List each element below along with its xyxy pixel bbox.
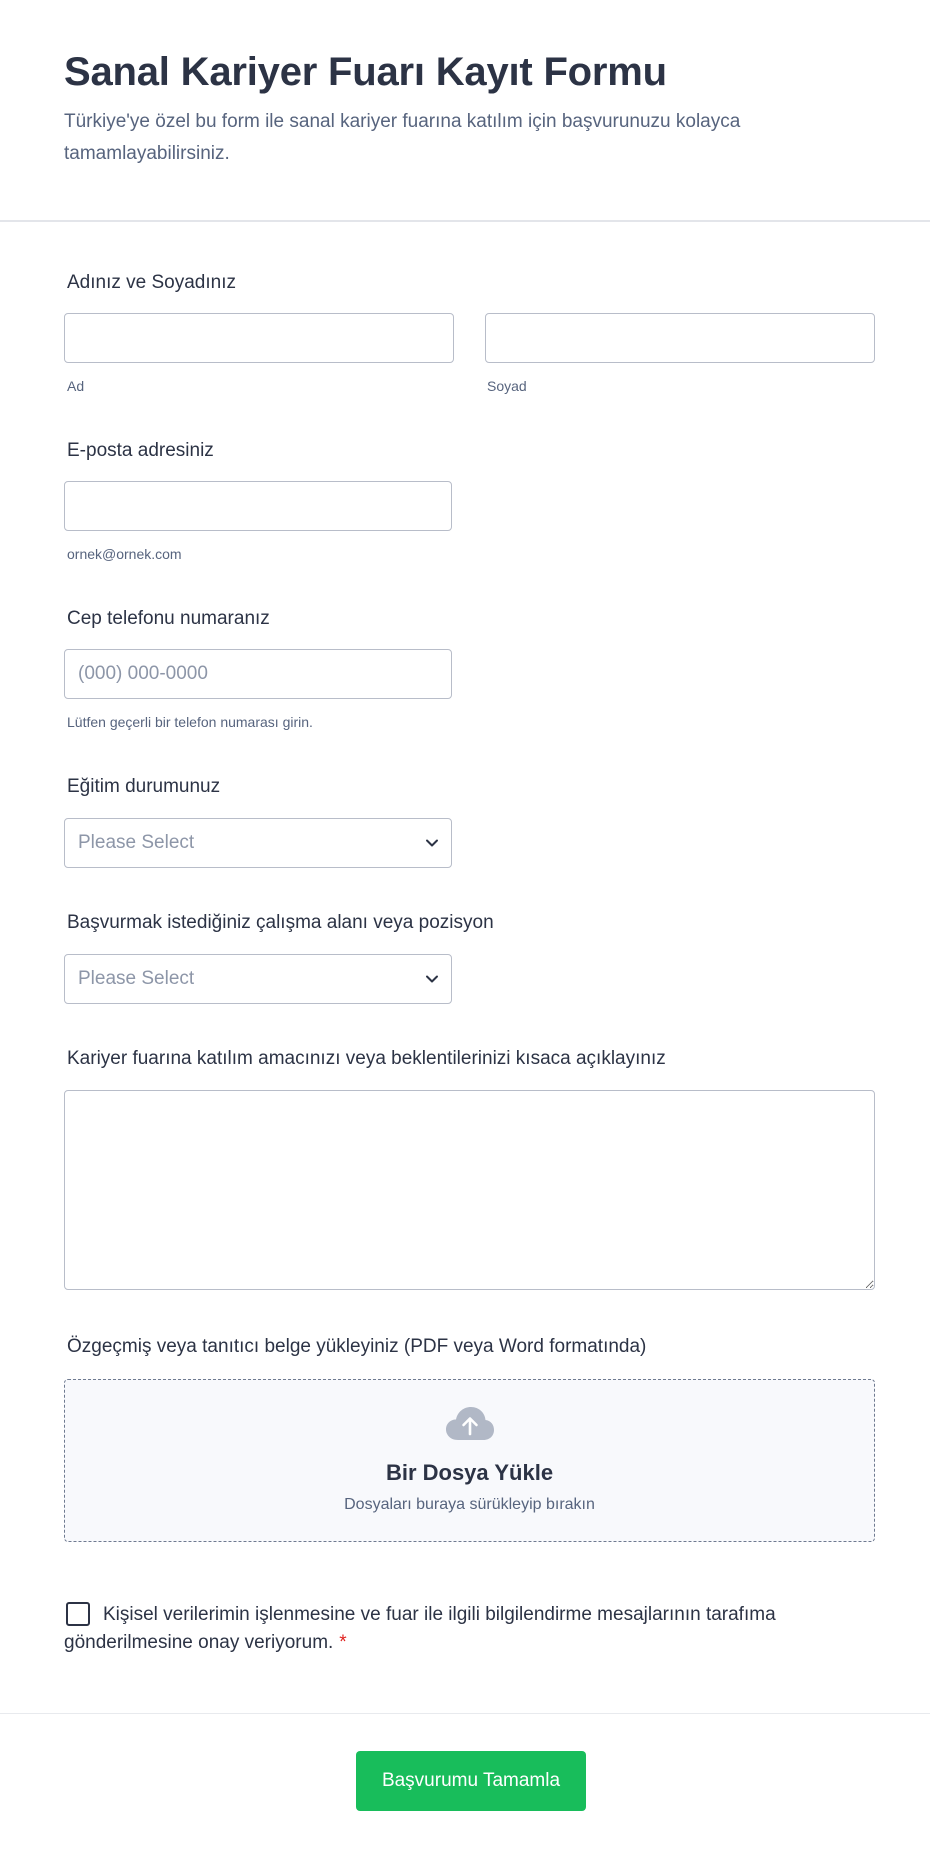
- upload-hint: Dosyaları buraya sürükleyip bırakın: [344, 1496, 595, 1513]
- upload-label: Özgeçmiş veya tanıtıcı belge yükleyiniz (PDF veya Word formatında): [67, 1336, 647, 1357]
- required-mark: *: [339, 1632, 347, 1653]
- phone-input[interactable]: [64, 649, 452, 699]
- upload-title: Bir Dosya Yükle: [385, 1460, 554, 1485]
- position-label: Başvurmak istediğiniz çalışma alanı veya pozisyon: [67, 912, 494, 933]
- position-select[interactable]: [64, 954, 452, 1004]
- footer-divider: [0, 1713, 930, 1714]
- phone-sublabel: Lütfen geçerli bir telefon numarası girin.: [67, 714, 313, 730]
- first-name-input[interactable]: [64, 313, 454, 363]
- phone-placeholder: (000) 000-0000: [78, 663, 208, 684]
- position-selected-value: Please Select: [78, 968, 195, 989]
- cloud-upload-icon: [445, 1406, 495, 1442]
- chevron-down-icon: [425, 972, 439, 986]
- consent-label: [64, 1601, 824, 1657]
- first-name-sublabel: Ad: [67, 378, 85, 394]
- phone-label: Cep telefonu numaranız: [67, 608, 270, 629]
- education-select[interactable]: [64, 818, 452, 868]
- email-sublabel: ornek@ornek.com: [67, 546, 182, 562]
- consent-text: Kişisel verilerimin işlenmesine ve fuar ile ilgili bilgilendirme mesajlarının tarafıma gönderilmesine onay veriyorum.: [64, 1604, 776, 1653]
- email-input[interactable]: [64, 481, 452, 531]
- file-upload-dropzone[interactable]: [64, 1379, 875, 1542]
- submit-button[interactable]: Başvurumu Tamamla: [356, 1751, 586, 1811]
- expectations-textarea[interactable]: [64, 1090, 875, 1290]
- form-header: [0, 0, 930, 222]
- expectations-label: Kariyer fuarına katılım amacınızı veya beklentilerinizi kısaca açıklayınız: [67, 1048, 666, 1069]
- last-name-sublabel: Soyad: [487, 378, 527, 394]
- page-subtitle: Türkiye'ye özel bu form ile sanal kariyer fuarına katılım için başvurunuzu kolayca tamamlayabilirsiniz.: [64, 111, 741, 164]
- chevron-down-icon: [425, 836, 439, 850]
- education-label: Eğitim durumunuz: [67, 776, 221, 797]
- name-label: Adınız ve Soyadınız: [67, 272, 236, 293]
- email-label: E-posta adresiniz: [67, 440, 214, 461]
- education-selected-value: Please Select: [78, 832, 195, 853]
- last-name-input[interactable]: [485, 313, 875, 363]
- page-title: Sanal Kariyer Fuarı Kayıt Formu: [64, 50, 667, 94]
